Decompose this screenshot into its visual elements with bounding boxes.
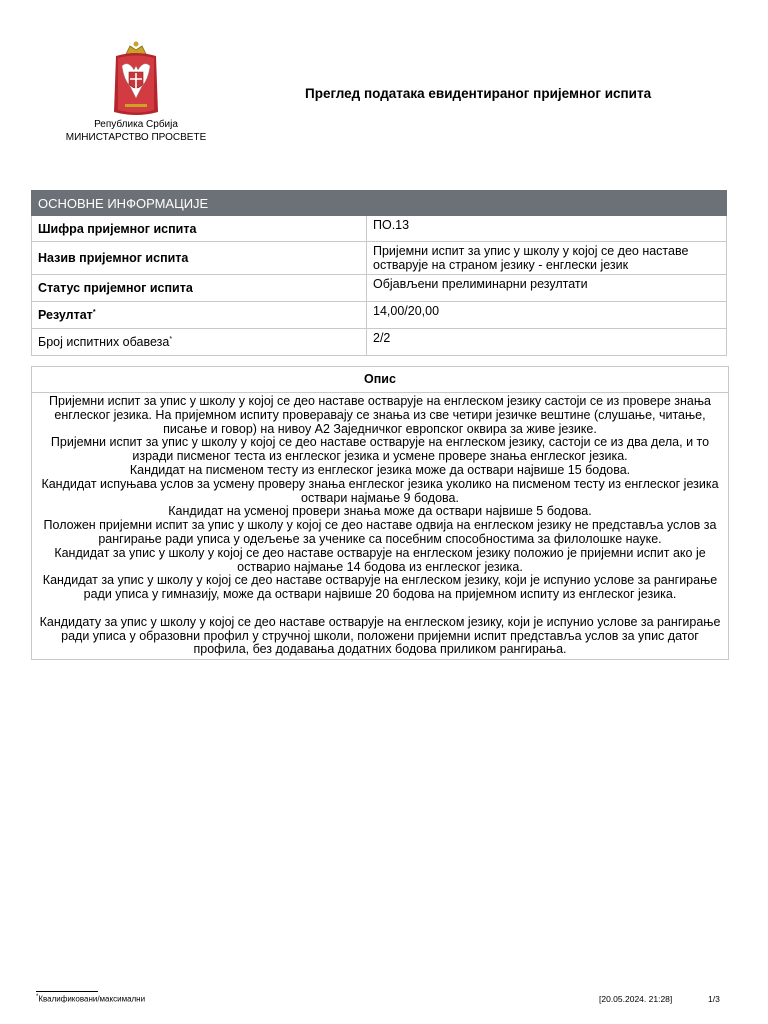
table-row [32,329,727,356]
country-name: Република Србија [94,119,178,130]
footnote-marker: * [36,994,39,1000]
exam-status-label: Статус пријемног испита [32,275,367,302]
obligations-label: Број испитних обавеза [38,335,170,349]
ministry-block [40,118,232,144]
description-paragraph: Положен пријемни испит за упис у школу у којој се део наставе одвија на енглеском језику не представља услов за рангирање ради уписа у одељење за ученике са посебним способностима за филолошке науке. [43,518,717,546]
table-row [32,242,727,275]
basic-info-table [31,190,727,356]
description-paragraph: Пријемни испит за упис у школу у којој се део наставе остварује на енглеском језику састоји се из провере знања енглеског језика. На пријемном испиту проверавају се знања из све четири језичке вештине (слушање, читање, писање и говор) на нивоу А2 Заједничког европског оквира за живе језике. [49,394,711,436]
footnote-text: Квалификовани/максимални [38,994,146,1004]
footnote-marker: * [169,335,173,343]
description-heading: Опис [32,367,728,393]
exam-code-value: ПО.13 [367,216,727,242]
footnote-marker: * [92,308,96,316]
exam-status-value: Објављени прелиминарни резултати [367,275,727,302]
print-timestamp: [20.05.2024. 21:28] [599,994,673,1004]
document-header [0,0,768,150]
result-label: Резултат [38,308,93,322]
exam-name-value: Пријемни испит за упис у школу у којој се део наставе остварује на страном језику - енглески језик [367,242,727,275]
basic-info-heading: ОСНОВНЕ ИНФОРМАЦИЈЕ [32,191,727,216]
table-row [32,275,727,302]
result-value: 14,00/20,00 [367,302,727,329]
footnote-divider [36,991,98,992]
exam-name-label: Назив пријемног испита [32,242,367,275]
description-box [31,366,729,660]
exam-code-label: Шифра пријемног испита [32,216,367,242]
document-title: Преглед података евидентираног пријемног испита [305,86,652,101]
description-paragraph: Кандидат на усменој провери знања може да оствари највише 5 бодова. [168,504,592,519]
table-row [32,302,727,329]
serbian-coat-of-arms-icon [112,40,160,118]
description-paragraph: Пријемни испит за упис у школу у којој се део наставе остварује на енглеском језику, састоји се из два дела, и то изради писменог теста из енглеског језика и усмене провере знања енглеског језика. [50,435,710,464]
description-body [32,393,728,659]
description-paragraph: Кандидат испуњава услов за усмену проверу знања енглеског језика уколико на писменом тесту из енглеског језика оствари најмање 9 бодова. [41,476,719,505]
ministry-name: МИНИСТАРСТВО ПРОСВЕТЕ [65,132,207,143]
obligations-value: 2/2 [367,329,727,356]
description-paragraph: Кандидат за упис у школу у којој се део наставе остварује на енглеском језику положио је пријемни испит ако је остварио најмање 14 бодова из енглеског језика. [54,545,706,574]
table-row [32,216,727,242]
description-paragraph: Кандидат на писменом тесту из енглеског језика може да оствари највише 15 бодова. [129,462,631,477]
description-paragraph: Кандидат за упис у школу у којој се део наставе остварује на енглеском језику, који је испунио услове за рангирање ради уписа у гимназију, може да оствари највише 20 бодова на пријемном испиту из енглеског језика. [42,573,718,602]
page-number: 1/3 [708,994,720,1004]
footnote [36,994,145,1004]
description-paragraph: Кандидату за упис у школу у којој се део наставе остварује на енглеском језику, који је испунио услове за рангирање ради уписа у образовни профил у стручној школи, положени пријемни испит представља услов за упис датог профила, без додавања додатних бодова приликом рангирања. [39,614,721,657]
